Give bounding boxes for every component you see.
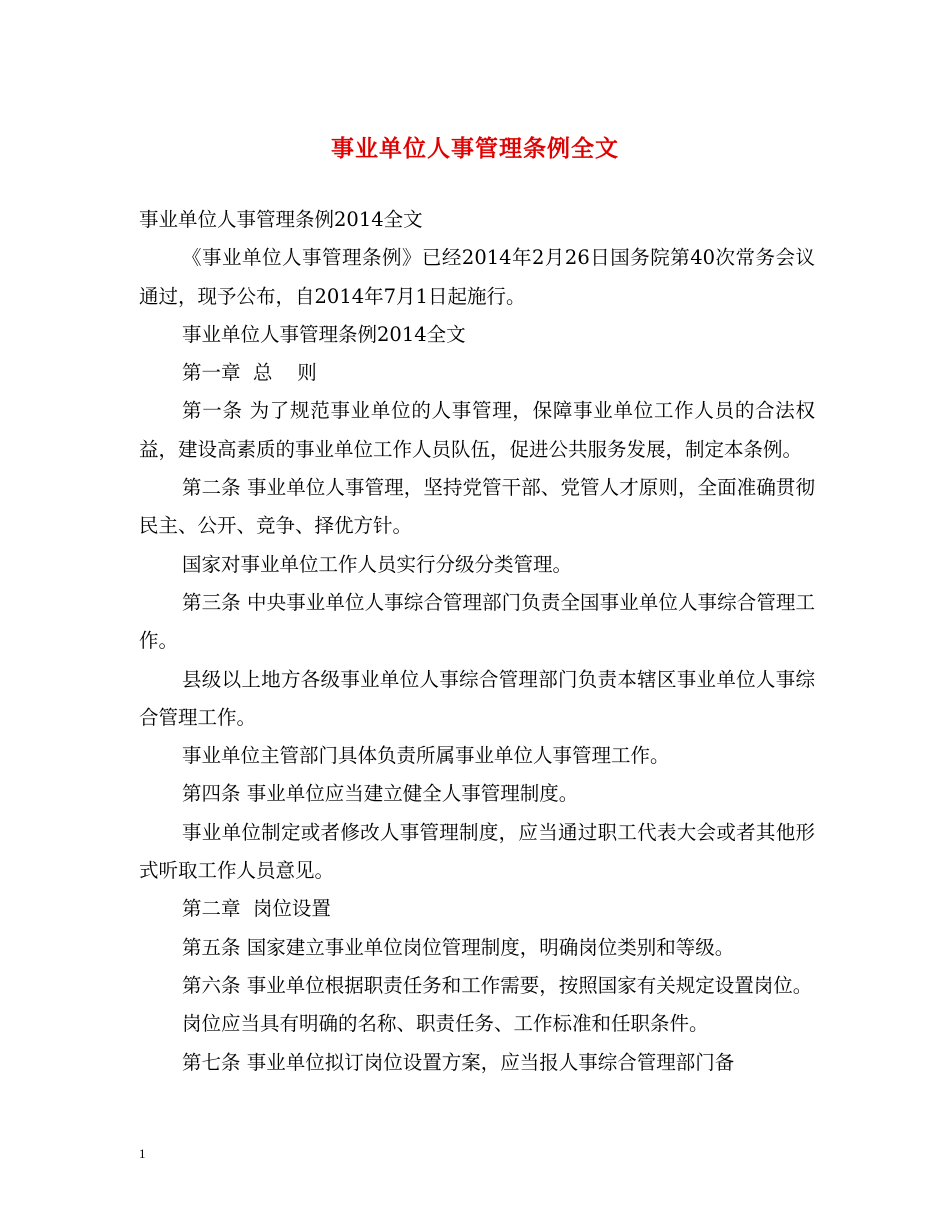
paragraph: 第四条 事业单位应当建立健全人事管理制度。 — [182, 782, 579, 806]
paragraph: 《事业单位人事管理条例》已经2014年2月26日国务院第40次常务会议通过，现予公布，自2014年7月1日起施行。 — [139, 246, 815, 308]
paragraph: 事业单位人事管理条例2014全文 — [182, 322, 466, 346]
paragraph: 国家对事业单位工作人员实行分级分类管理。 — [182, 552, 573, 576]
paragraph: 第五条 国家建立事业单位岗位管理制度，明确岗位类别和等级。 — [182, 935, 735, 959]
paragraph: 第三条 中央事业单位人事综合管理部门负责全国事业单位人事综合管理工作。 — [139, 590, 815, 653]
paragraph: 岗位应当具有明确的名称、职责任务、工作标准和任职条件。 — [182, 1012, 709, 1036]
document-title: 事业单位人事管理条例全文 — [331, 135, 619, 162]
paragraph: 第二条 事业单位人事管理，坚持党管干部、党管人才原则，全面准确贯彻民主、公开、竞争、择优方针。 — [139, 476, 815, 538]
paragraph: 第七条 事业单位拟订岗位设置方案，应当报人事综合管理部门备 — [182, 1050, 735, 1074]
chapter-heading: 第一章 总 则 — [182, 361, 317, 385]
paragraph: 第一条 为了规范事业单位的人事管理，保障事业单位工作人员的合法权益，建设高素质的事业单位工作人员队伍，促进公共服务发展，制定本条例。 — [139, 399, 815, 461]
chapter-heading: 第二章 岗位设置 — [182, 897, 331, 921]
page-number: 1 — [139, 1146, 146, 1161]
paragraph: 事业单位制定或者修改人事管理制度，应当通过职工代表大会或者其他形式听取工作人员意见。 — [139, 820, 815, 883]
document-body — [139, 201, 815, 1082]
paragraph: 第六条 事业单位根据职责任务和工作需要，按照国家有关规定设置岗位。 — [182, 973, 813, 997]
paragraph: 事业单位主管部门具体负责所属事业单位人事管理工作。 — [182, 744, 670, 768]
paragraph: 县级以上地方各级事业单位人事综合管理部门负责本辖区事业单位人事综合管理工作。 — [139, 667, 815, 729]
paragraph: 事业单位人事管理条例2014全文 — [139, 208, 423, 231]
